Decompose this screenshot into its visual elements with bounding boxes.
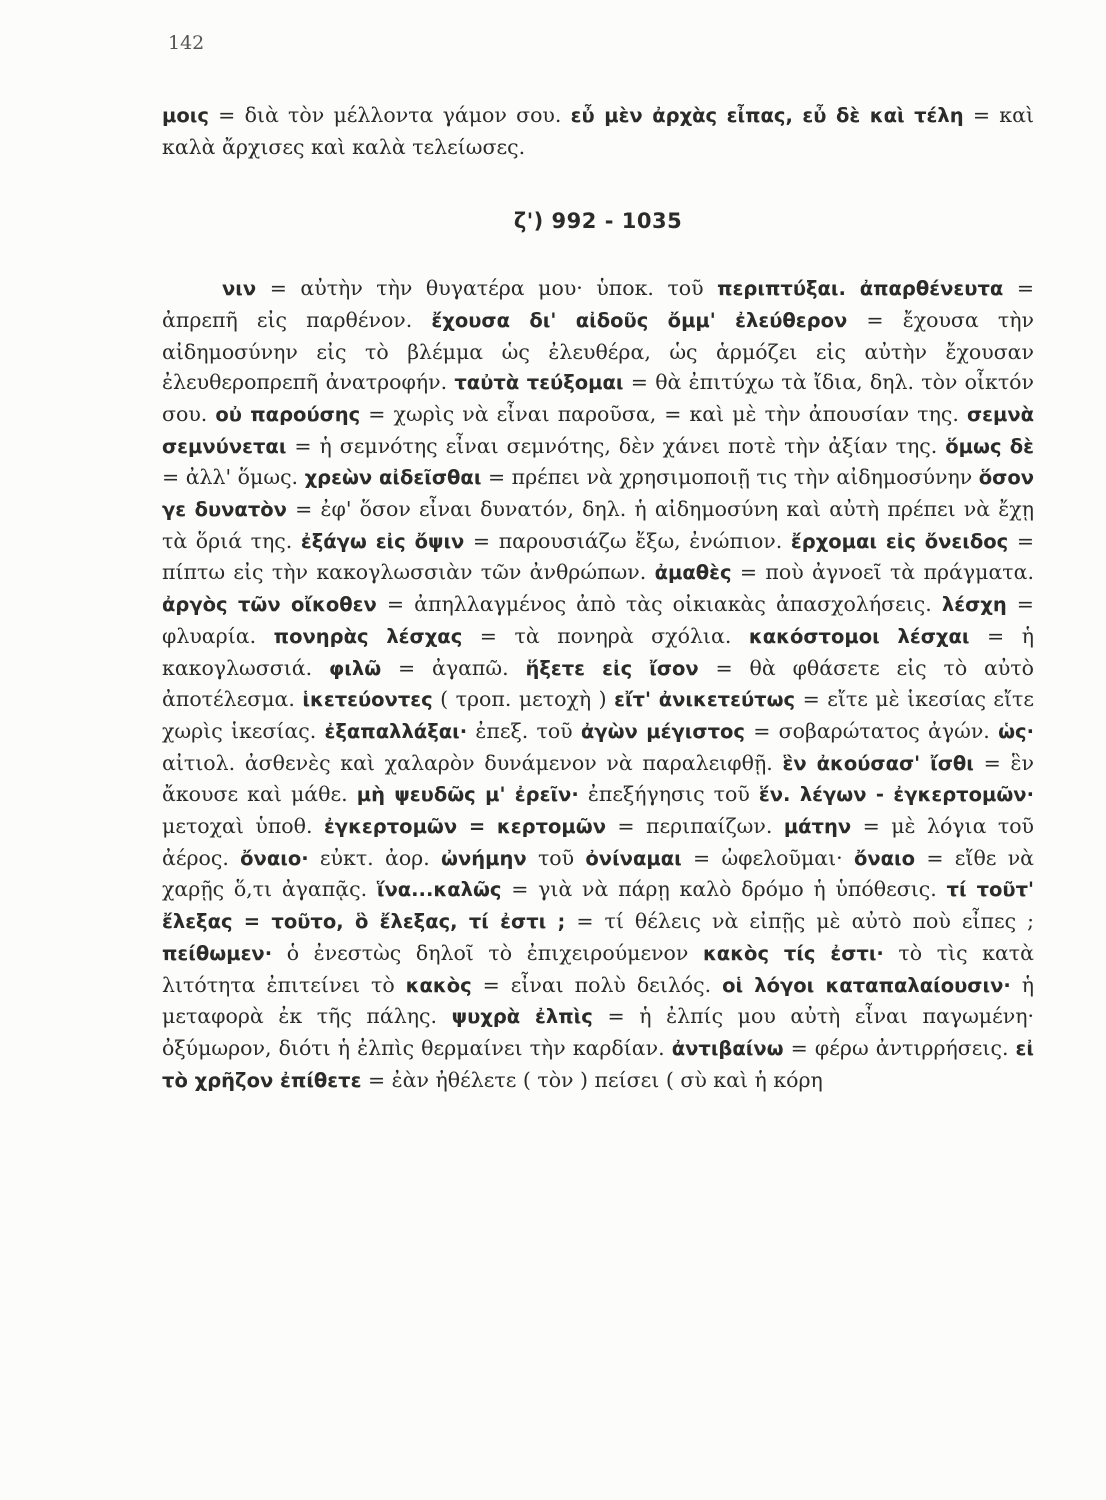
lemma-term: ἔρχομαι εἰς ὄνειδος xyxy=(790,529,1009,553)
lemma-term: ὡς· xyxy=(998,719,1034,743)
gloss-text: = αὐτὴν τὴν θυγατέρα μου· ὑποκ. τοῦ xyxy=(256,276,718,301)
gloss-text: τὸ τὶς κατὰ λιτότητα ἐπιτείνει τὸ xyxy=(162,940,1034,997)
gloss-text: = ὠφελοῦμαι· xyxy=(681,845,854,870)
lemma-term: πονηρὰς λέσχας xyxy=(273,624,463,648)
lemma-term: ὄναιο· xyxy=(240,846,309,870)
gloss-text: = ἀλλ' ὅμως. xyxy=(162,465,305,490)
commentary-paragraph xyxy=(162,273,1034,1096)
gloss-text: = τί θέλεις νὰ εἰπῇς μὲ αὐτὸ ποὺ εἶπες ; xyxy=(565,909,1034,934)
lemma-term: μὴ ψευδῶς μ' ἐρεῖν· xyxy=(356,783,579,807)
lemma-term: μοις xyxy=(162,104,209,127)
lemma-term: σεμνὰ σεμνύνεται xyxy=(162,402,1035,458)
lemma-term: ὠνήμην xyxy=(441,846,527,870)
gloss-text: = γιὰ νὰ πάρῃ καλὸ δρόμο ἡ ὑπόθεσις. xyxy=(501,877,947,902)
gloss-text: ὁ ἐνεστὼς δηλοῖ τὸ ἐπιχειρούμενον xyxy=(272,940,703,965)
gloss-text: ( τροπ. μετοχὴ ) xyxy=(432,687,615,712)
gloss-text: = ἀγαπῶ. xyxy=(381,655,526,680)
gloss-text: = διὰ τὸν μέλλοντα γάμον σου. xyxy=(208,103,571,127)
lemma-term: ἀντιβαίνω xyxy=(671,1036,784,1060)
gloss-text: μετοχαὶ ὑποθ. xyxy=(162,814,324,839)
gloss-text: = ποὺ ἀγνοεῖ τὰ πράγματα. xyxy=(731,560,1034,585)
gloss-text: = φέρω ἀντιρρήσεις. xyxy=(783,1035,1016,1060)
intro-paragraph xyxy=(162,100,1034,162)
lemma-term: εὖ μὲν ἀρχὰς εἶπας, εὖ δὲ καὶ τέλη xyxy=(570,104,964,127)
lemma-term: εἰ τὸ χρῆζον ἐπίθετε xyxy=(162,1036,1034,1092)
gloss-text: = ἡ σεμνότης εἶναι σεμνότης, δὲν χάνει ποτὲ τὴν ἀξίαν της. xyxy=(286,433,946,458)
lemma-term: ψυχρὰ ἐλπὶς xyxy=(451,1005,593,1029)
gloss-text: = ἡ κακογλωσσιά. xyxy=(162,623,1034,680)
lemma-term: ἀμαθὲς xyxy=(654,561,732,585)
gloss-text: = εἴτε μὲ ἱκεσίας εἴτε χωρὶς ἱκεσίας. xyxy=(162,687,1035,743)
lemma-term: ἕν. λέγων - ἐγκερτομῶν· xyxy=(758,783,1034,807)
lemma-term: ὅμως δὲ xyxy=(945,434,1034,458)
lemma-term: πείθωμεν· xyxy=(162,941,273,965)
lemma-term: ὅσον γε δυνατὸν xyxy=(162,466,1034,522)
gloss-text: = τὰ πονηρὰ σχόλια. xyxy=(462,623,749,648)
lemma-term: νιν xyxy=(222,277,257,301)
gloss-text: ἐπεξ. τοῦ xyxy=(467,718,581,743)
lemma-term: οἱ λόγοι καταπαλαίουσιν· xyxy=(722,973,1011,997)
gloss-text: ἡ μεταφορὰ ἐκ τῆς πάλης. xyxy=(162,972,1034,1029)
gloss-text: = ἐὰν ἠθέλετε ( τὸν ) πείσει ( σὺ καὶ ἡ κόρη xyxy=(361,1067,823,1092)
lemma-term: ἥξετε εἰς ἴσον xyxy=(525,656,699,680)
lemma-term: κακὸς xyxy=(405,973,472,997)
lemma-term: φιλῶ xyxy=(329,656,382,680)
gloss-text: τοῦ xyxy=(526,845,586,870)
gloss-text: = παρουσιάζω ἔξω, ἐνώπιον. xyxy=(464,528,791,553)
gloss-text: = ἓν ἄκουσε καὶ μάθε. xyxy=(162,750,1034,807)
gloss-text: = μὲ λόγια τοῦ ἀέρος. xyxy=(162,814,1034,870)
lemma-term: μάτην xyxy=(783,815,852,839)
lemma-term: ἐγκερτομῶν = κερτομῶν xyxy=(323,815,606,839)
lemma-term: ἱκετεύοντες xyxy=(302,688,433,712)
gloss-text: = ἀπρεπῆ εἰς παρθένον. xyxy=(162,276,1034,332)
gloss-text: = εἴθε νὰ χαρῇς ὅ,τι ἀγαπᾷς. xyxy=(162,845,1035,902)
lemma-term: οὐ παρούσης xyxy=(215,402,361,426)
lemma-term: κακὸς τίς ἐστι· xyxy=(702,941,884,965)
gloss-text: = ἀπηλλαγμένος ἀπὸ τὰς οἰκιακὰς ἀπασχολήσεις. xyxy=(376,592,942,617)
lemma-term: εἴτ' ἀνικετεύτως xyxy=(614,688,796,712)
gloss-text: = ἡ ἐλπίς μου αὐτὴ εἶναι παγωμένη· ὀξύμωρον, διότι ἡ ἐλπὶς θερμαίνει τὴν καρδίαν. xyxy=(162,1004,1034,1060)
gloss-text: = θὰ φθάσετε εἰς τὸ αὐτὸ ἀποτέλεσμα. xyxy=(162,655,1034,712)
gloss-text: = φλυαρία. xyxy=(162,592,1034,648)
lemma-term: λέσχη xyxy=(941,593,1007,617)
page-number: 142 xyxy=(168,32,205,54)
lemma-term: ἀγὼν μέγιστος xyxy=(580,719,745,743)
lemma-term: χρεὼν αἰδεῖσθαι xyxy=(304,466,482,490)
lemma-term: ἀργὸς τῶν οἴκοθεν xyxy=(162,593,377,617)
gloss-text: = χωρὶς νὰ εἶναι παροῦσα, = καὶ μὲ τὴν ἀπουσίαν της. xyxy=(360,401,967,426)
lemma-term: ἐξαπαλλάξαι· xyxy=(324,719,468,743)
lemma-term: ἐξάγω εἰς ὄψιν xyxy=(300,529,465,553)
gloss-text: = ἐφ' ὅσον εἶναι δυνατόν, δηλ. ἡ αἰδημοσύνη καὶ αὐτὴ πρέπει νὰ ἔχῃ τὰ ὅριά της. xyxy=(162,497,1034,553)
gloss-text: = σοβαρώτατος ἀγών. xyxy=(744,718,999,743)
gloss-text: = ἔχουσα τὴν αἰδημοσύνην εἰς τὸ βλέμμα ὡς ἐλευθέρα, ὡς ἁρμόζει εἰς αὐτὴν ἔχουσαν ἐλευθεροπρεπῆ ἀνατροφήν. xyxy=(162,307,1034,395)
gloss-text: = πρέπει νὰ χρησιμοποιῇ τις τὴν αἰδημοσύνην xyxy=(481,465,979,490)
lemma-term: περιπτύξαι. ἀπαρθένευτα xyxy=(717,277,1004,301)
gloss-text: = εἶναι πολὺ δειλός. xyxy=(471,972,723,997)
lemma-term: ὀνίναμαι xyxy=(585,846,682,870)
body-text xyxy=(162,100,1034,1096)
lemma-term: τί τοῦτ' ἔλεξας = τοῦτο, ὃ ἔλεξας, τί ἐστι ; xyxy=(162,878,1034,934)
section-heading: ζ') 992 - 1035 xyxy=(513,209,683,234)
gloss-text: = καὶ καλὰ ἄρχισες καὶ καλὰ τελείωσες. xyxy=(162,103,1034,159)
gloss-text: = θὰ ἐπιτύχω τὰ ἴδια, δηλ. τὸν οἶκτόν σου. xyxy=(162,370,1034,426)
gloss-text: εὐκτ. ἀορ. xyxy=(308,845,442,870)
lemma-term: ἓν ἀκούσασ' ἴσθι xyxy=(782,751,974,775)
gloss-text: αἰτιολ. ἀσθενὲς καὶ χαλαρὸν δυνάμενον νὰ παραλειφθῇ. xyxy=(162,750,783,775)
lemma-term: ἔχουσα δι' αἰδοῦς ὄμμ' ἐλεύθερον xyxy=(431,308,848,332)
lemma-term: ταὐτὰ τεύξομαι xyxy=(454,371,624,395)
gloss-text: ἐπεξήγησις τοῦ xyxy=(578,782,759,807)
lemma-term: κακόστομοι λέσχαι xyxy=(748,624,970,648)
gloss-text: = πίπτω εἰς τὴν κακογλωσσιὰν τῶν ἀνθρώπων. xyxy=(162,528,1034,585)
gloss-text: = περιπαίζων. xyxy=(606,814,784,839)
lemma-term: ἵνα...καλῶς xyxy=(376,878,502,902)
lemma-term: ὄναιο xyxy=(853,846,916,870)
